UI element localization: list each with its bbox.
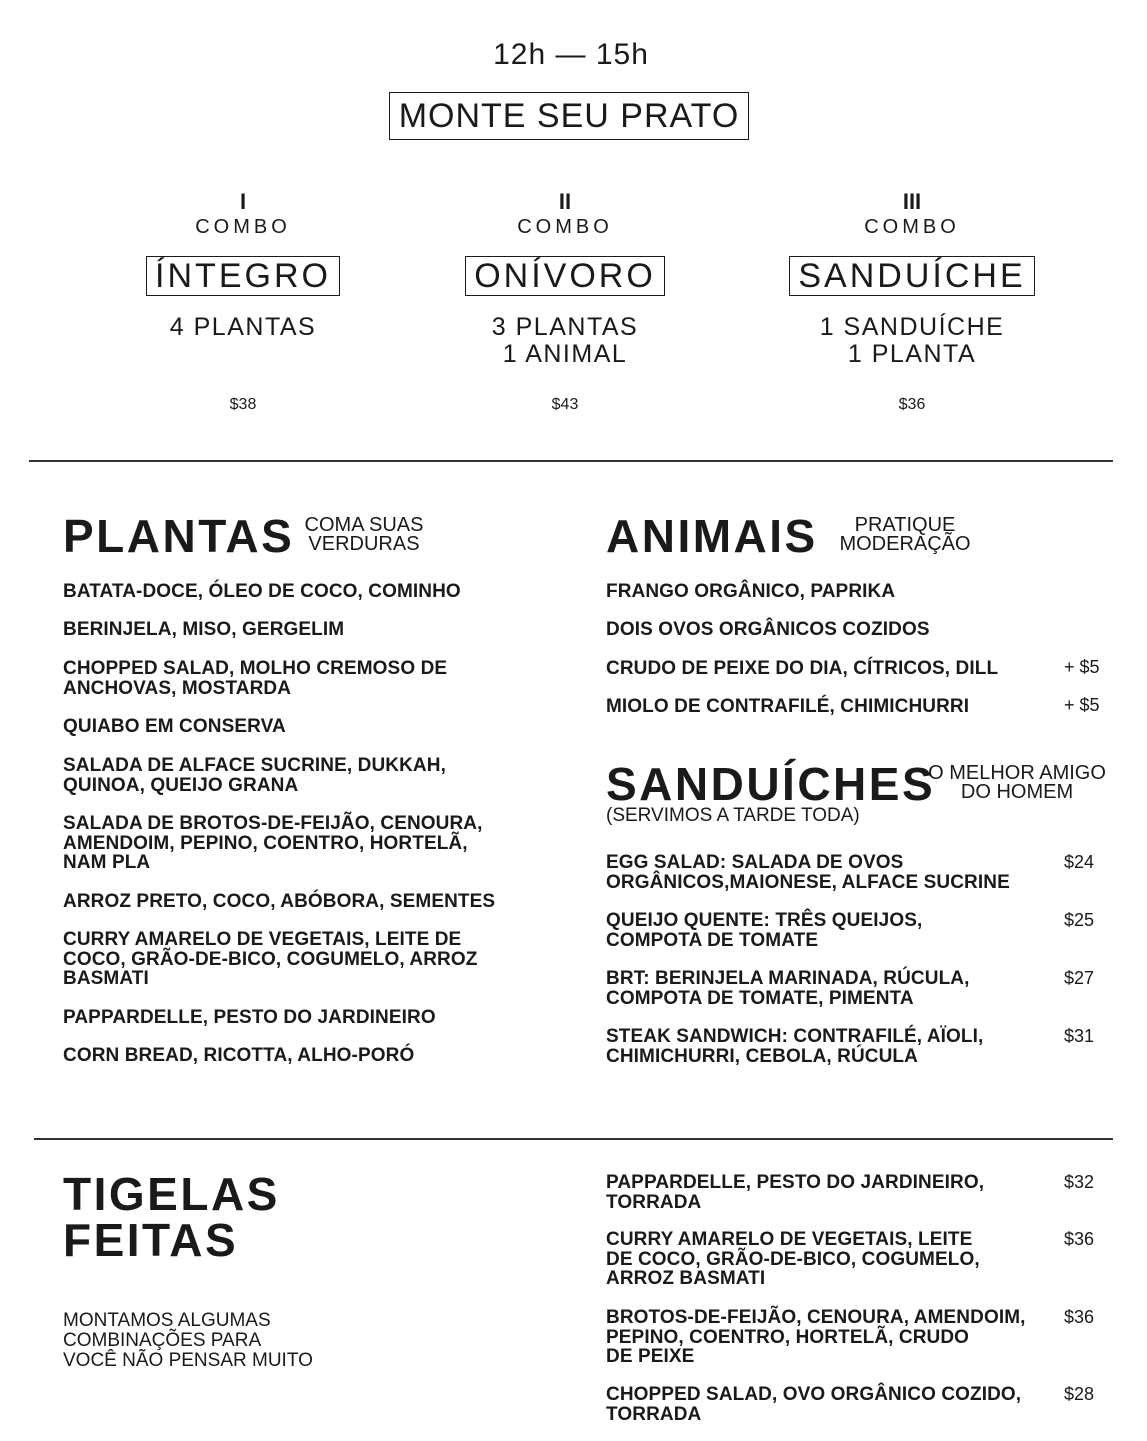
- plantas-item: SALADA DE BROTOS-DE-FEIJÃO, CENOURA, AMENDOIM, PEPINO, COENTRO, HORTELÃ, NAM PLA: [63, 813, 483, 873]
- animais-item-price: + $5: [1064, 657, 1100, 677]
- sanduiche-price: $27: [1064, 968, 1095, 988]
- combo-desc-line: 1 SANDUÍCHE: [819, 313, 1005, 341]
- animais-item-price: + $5: [1064, 695, 1100, 715]
- tigela-item: CURRY AMARELO DE VEGETAIS, LEITE DE COCO, GRÃO-DE-BICO, COGUMELO, ARROZ BASMATI: [606, 1229, 980, 1289]
- tigelas-title: [63, 1168, 280, 1266]
- animais-subtitle: [830, 516, 980, 554]
- plantas-item: SALADA DE ALFACE SUCRINE, DUKKAH, QUINOA, QUEIJO GRANA: [63, 755, 446, 796]
- plantas-subtitle: [294, 516, 434, 554]
- combo-desc-line: 4 PLANTAS: [169, 313, 317, 341]
- combo-name: SANDUÍCHE: [789, 256, 1034, 296]
- combo-price: $38: [229, 396, 257, 413]
- plantas-item: BERINJELA, MISO, GERGELIM: [63, 619, 345, 640]
- sanduiche-price: $24: [1064, 852, 1095, 872]
- plantas-item: ARROZ PRETO, COCO, ABÓBORA, SEMENTES: [63, 891, 496, 912]
- menu-title: MONTE SEU PRATO: [389, 92, 749, 140]
- tigelas-note: MONTAMOS ALGUMAS COMBINAÇÕES PARA VOCÊ NÃO PENSAR MUITO: [63, 1310, 313, 1371]
- combo-description: [752, 314, 1072, 368]
- animais-item: FRANGO ORGÂNICO, PAPRIKA: [606, 581, 896, 602]
- combo-numeral: II: [558, 189, 572, 214]
- combo-numeral: III: [902, 189, 922, 214]
- combo-sanduiche: [752, 190, 1072, 368]
- animais-item: DOIS OVOS ORGÂNICOS COZIDOS: [606, 619, 930, 640]
- tigela-price: $36: [1064, 1229, 1095, 1249]
- plantas-item: CHOPPED SALAD, MOLHO CREMOSO DE ANCHOVAS, MOSTARDA: [63, 658, 448, 699]
- subtitle-line: VERDURAS: [308, 533, 420, 555]
- combo-type: COMBO: [195, 216, 291, 238]
- combo-type: COMBO: [517, 216, 613, 238]
- animais-title: ANIMAIS: [606, 510, 818, 562]
- tigela-item: BROTOS-DE-FEIJÃO, CENOURA, AMENDOIM, PEPINO, COENTRO, HORTELÃ, CRUDO DE PEIXE: [606, 1307, 1026, 1367]
- subtitle-line: PRATIQUE: [854, 514, 956, 536]
- sanduiche-price: $25: [1064, 910, 1095, 930]
- combo-price: $36: [898, 396, 926, 413]
- combo-description: [83, 314, 403, 341]
- title-line: TIGELAS: [63, 1168, 280, 1220]
- sanduiche-item: EGG SALAD: SALADA DE OVOS ORGÂNICOS,MAIONESE, ALFACE SUCRINE: [606, 852, 1010, 893]
- plantas-item: QUIABO EM CONSERVA: [63, 716, 286, 737]
- plantas-item: PAPPARDELLE, PESTO DO JARDINEIRO: [63, 1007, 436, 1028]
- plantas-title: PLANTAS: [63, 510, 295, 562]
- combo-type: COMBO: [864, 216, 960, 238]
- sanduiche-price: $31: [1064, 1026, 1095, 1046]
- sanduiche-item: STEAK SANDWICH: CONTRAFILÉ, AÏOLI, CHIMICHURRI, CEBOLA, RÚCULA: [606, 1026, 984, 1067]
- combo-onivoro: [405, 190, 725, 368]
- sanduiche-item: QUEIJO QUENTE: TRÊS QUEIJOS, COMPOTA DE TOMATE: [606, 910, 923, 951]
- combo-name: ONÍVORO: [465, 256, 665, 296]
- tigela-item: PAPPARDELLE, PESTO DO JARDINEIRO, TORRADA: [606, 1172, 985, 1213]
- subtitle-line: COMA SUAS: [304, 514, 424, 536]
- tigela-price: $28: [1064, 1384, 1095, 1404]
- animais-item: CRUDO DE PEIXE DO DIA, CÍTRICOS, DILL: [606, 658, 999, 679]
- combo-desc-line: 1 PLANTA: [847, 340, 977, 368]
- sanduiches-title: SANDUÍCHES: [606, 758, 936, 810]
- tigela-item: CHOPPED SALAD, OVO ORGÂNICO COZIDO, TORRADA: [606, 1384, 1022, 1425]
- combo-integro: [83, 190, 403, 341]
- combo-description: [405, 314, 725, 368]
- sanduiches-note: (SERVIMOS A TARDE TODA): [606, 805, 860, 826]
- plantas-item: CORN BREAD, RICOTTA, ALHO-PORÓ: [63, 1045, 415, 1066]
- subtitle-line: MODERAÇÃO: [839, 533, 971, 555]
- animais-item: MIOLO DE CONTRAFILÉ, CHIMICHURRI: [606, 696, 970, 717]
- sanduiche-item: BRT: BERINJELA MARINADA, RÚCULA, COMPOTA DE TOMATE, PIMENTA: [606, 968, 970, 1009]
- section-divider: [29, 460, 1113, 462]
- section-divider: [34, 1138, 1113, 1140]
- plantas-item: CURRY AMARELO DE VEGETAIS, LEITE DE COCO, GRÃO-DE-BICO, COGUMELO, ARROZ BASMATI: [63, 929, 478, 989]
- combo-numeral: I: [239, 189, 247, 214]
- tigela-price: $36: [1064, 1307, 1095, 1327]
- plantas-item: BATATA-DOCE, ÓLEO DE COCO, COMINHO: [63, 581, 461, 602]
- combo-desc-line: 3 PLANTAS: [491, 313, 639, 341]
- combo-name: ÍNTEGRO: [146, 256, 340, 296]
- combo-price: $43: [551, 396, 579, 413]
- service-hours: 12h — 15h: [493, 38, 649, 71]
- subtitle-line: DO HOMEM: [960, 781, 1074, 803]
- sanduiches-subtitle: [924, 764, 1110, 802]
- tigela-price: $32: [1064, 1172, 1095, 1192]
- subtitle-line: O MELHOR AMIGO: [928, 762, 1106, 784]
- title-line: FEITAS: [63, 1214, 239, 1266]
- combo-desc-line: 1 ANIMAL: [502, 340, 628, 368]
